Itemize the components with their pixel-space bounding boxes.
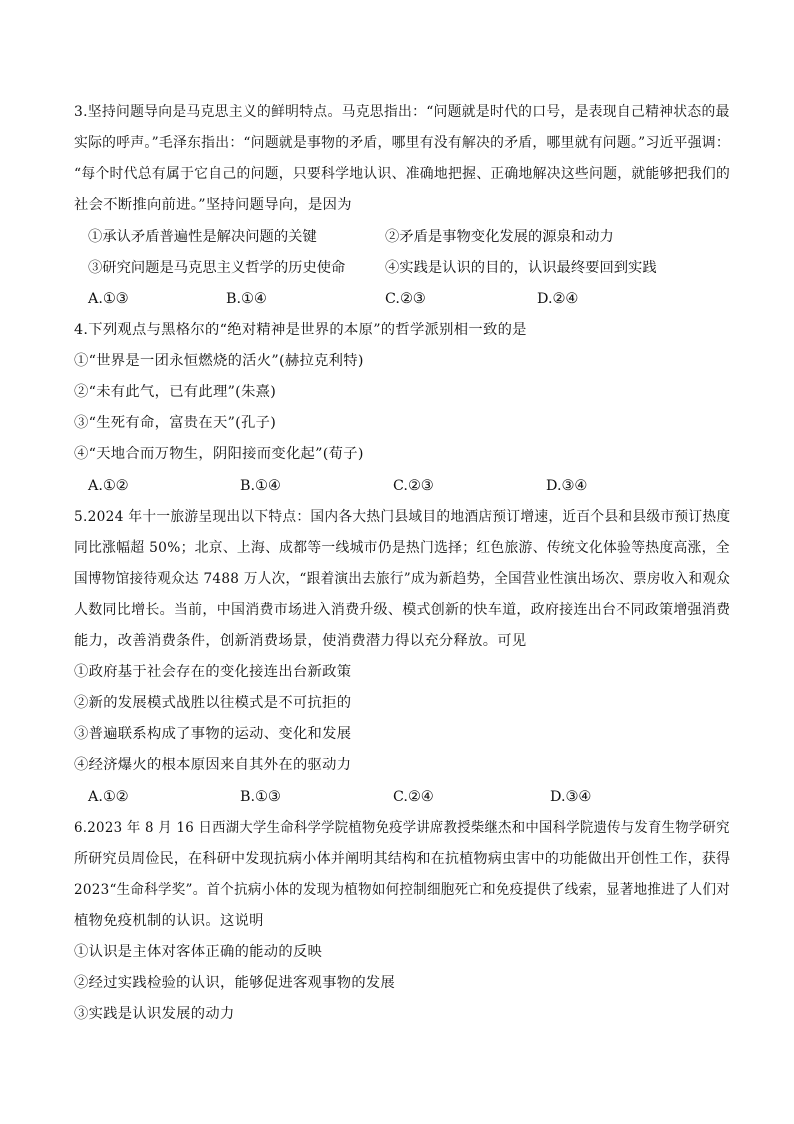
q3-statement-3: ③研究问题是马克思主义哲学的历史使命 xyxy=(88,260,346,276)
q5-option-d[interactable]: D.③④ xyxy=(550,789,592,805)
q5-statement-2: ②新的发展模式战胜以往模式是不可抗拒的 xyxy=(74,695,352,711)
q4-option-b[interactable]: B.①④ xyxy=(240,478,281,494)
q5-stem-line-2: 同比涨幅超 50%；北京、上海、成都等一线城市仍是热门选择；红色旅游、传统文化体验等热度高涨，全 xyxy=(74,540,730,556)
q3-stem-line-3: “每个时代总有属于它自己的问题，只要科学地认识、准确地把握、正确地解决这些问题，就能够把我们的 xyxy=(74,166,731,182)
q6-stem-line-1: 6.2023 年 8 月 16 日西湖大学生命科学学院植物免疫学讲席教授柴继杰和中国科学院遗传与发育生物学研究 xyxy=(74,820,730,836)
q3-option-d[interactable]: D.②④ xyxy=(537,291,579,307)
q6-stem-line-3: 2023“生命科学奖”。首个抗病小体的发现为植物如何控制细胞死亡和免疫提供了线索，显著地推进了人们对 xyxy=(74,882,731,898)
q4-statement-1: ①“世界是一团永恒燃烧的活火”(赫拉克利特) xyxy=(74,353,364,369)
q4-option-d[interactable]: D.③④ xyxy=(546,478,588,494)
q5-statement-4: ④经济爆火的根本原因来自其外在的驱动力 xyxy=(74,757,352,773)
q6-stem-line-2: 所研究员周俭民，在科研中发现抗病小体并阐明其结构和在抗植物病虫害中的功能做出开创性工作，获得 xyxy=(74,851,731,867)
q5-statement-1: ①政府基于社会存在的变化接连出台新政策 xyxy=(74,664,352,680)
q5-stem-line-3: 国博物馆接待观众达 7488 万人次，“跟着演出去旅行”成为新趋势，全国营业性演出场次、票房收入和观众 xyxy=(74,571,731,587)
q3-stem-line-1: 3.坚持问题导向是马克思主义的鲜明特点。马克思指出：“问题就是时代的口号，是表现自己精神状态的最 xyxy=(74,104,730,120)
q3-statement-4: ④实践是认识的目的，认识最终要回到实践 xyxy=(385,260,657,276)
q5-stem-line-5: 能力，改善消费条件，创新消费场景，使消费潜力得以充分释放。可见 xyxy=(74,633,527,649)
q5-option-b[interactable]: B.①③ xyxy=(240,789,281,805)
q3-stem-line-4: 社会不断推向前进。”坚持问题导向，是因为 xyxy=(74,197,352,213)
q6-statement-2: ②经过实践检验的认识，能够促进客观事物的发展 xyxy=(74,975,396,991)
q5-option-a[interactable]: A.①② xyxy=(88,789,129,805)
q6-stem-line-4: 植物免疫机制的认识。这说明 xyxy=(74,913,264,929)
q5-option-c[interactable]: C.②④ xyxy=(393,789,434,805)
q3-stem-line-2: 实际的呼声。”毛泽东指出：“问题就是事物的矛盾，哪里有没有解决的矛盾，哪里就有问题。”习近平强调： xyxy=(74,135,730,151)
q4-statement-4: ④“天地合而万物生，阴阳接而变化起”(荀子) xyxy=(74,446,364,462)
q6-statement-3: ③实践是认识发展的动力 xyxy=(74,1006,235,1022)
q3-statement-2: ②矛盾是事物变化发展的源泉和动力 xyxy=(385,229,614,245)
q5-stem-line-1: 5.2024 年十一旅游呈现出以下特点：国内各大热门县域目的地酒店预订增速，近百个县和县级市预订热度 xyxy=(74,509,731,525)
q5-stem-line-4: 人数同比增长。当前，中国消费市场进入消费升级、模式创新的快车道，政府接连出台不同政策增强消费 xyxy=(74,602,731,618)
q3-option-c[interactable]: C.②③ xyxy=(385,291,426,307)
q4-option-c[interactable]: C.②③ xyxy=(393,478,434,494)
q4-stem: 4.下列观点与黑格尔的“绝对精神是世界的本原”的哲学派别相一致的是 xyxy=(74,322,527,338)
q3-option-a[interactable]: A.①③ xyxy=(88,291,129,307)
q3-option-b[interactable]: B.①④ xyxy=(226,291,267,307)
q4-statement-3: ③“生死有命，富贵在天”(孔子) xyxy=(74,415,277,431)
q6-statement-1: ①认识是主体对客体正确的能动的反映 xyxy=(74,944,323,960)
q5-statement-3: ③普遍联系构成了事物的运动、变化和发展 xyxy=(74,726,352,742)
q4-option-a[interactable]: A.①② xyxy=(88,478,129,494)
q4-statement-2: ②“未有此气，已有此理”(朱熹) xyxy=(74,384,277,400)
q3-statement-1: ①承认矛盾普遍性是解决问题的关键 xyxy=(88,229,317,245)
